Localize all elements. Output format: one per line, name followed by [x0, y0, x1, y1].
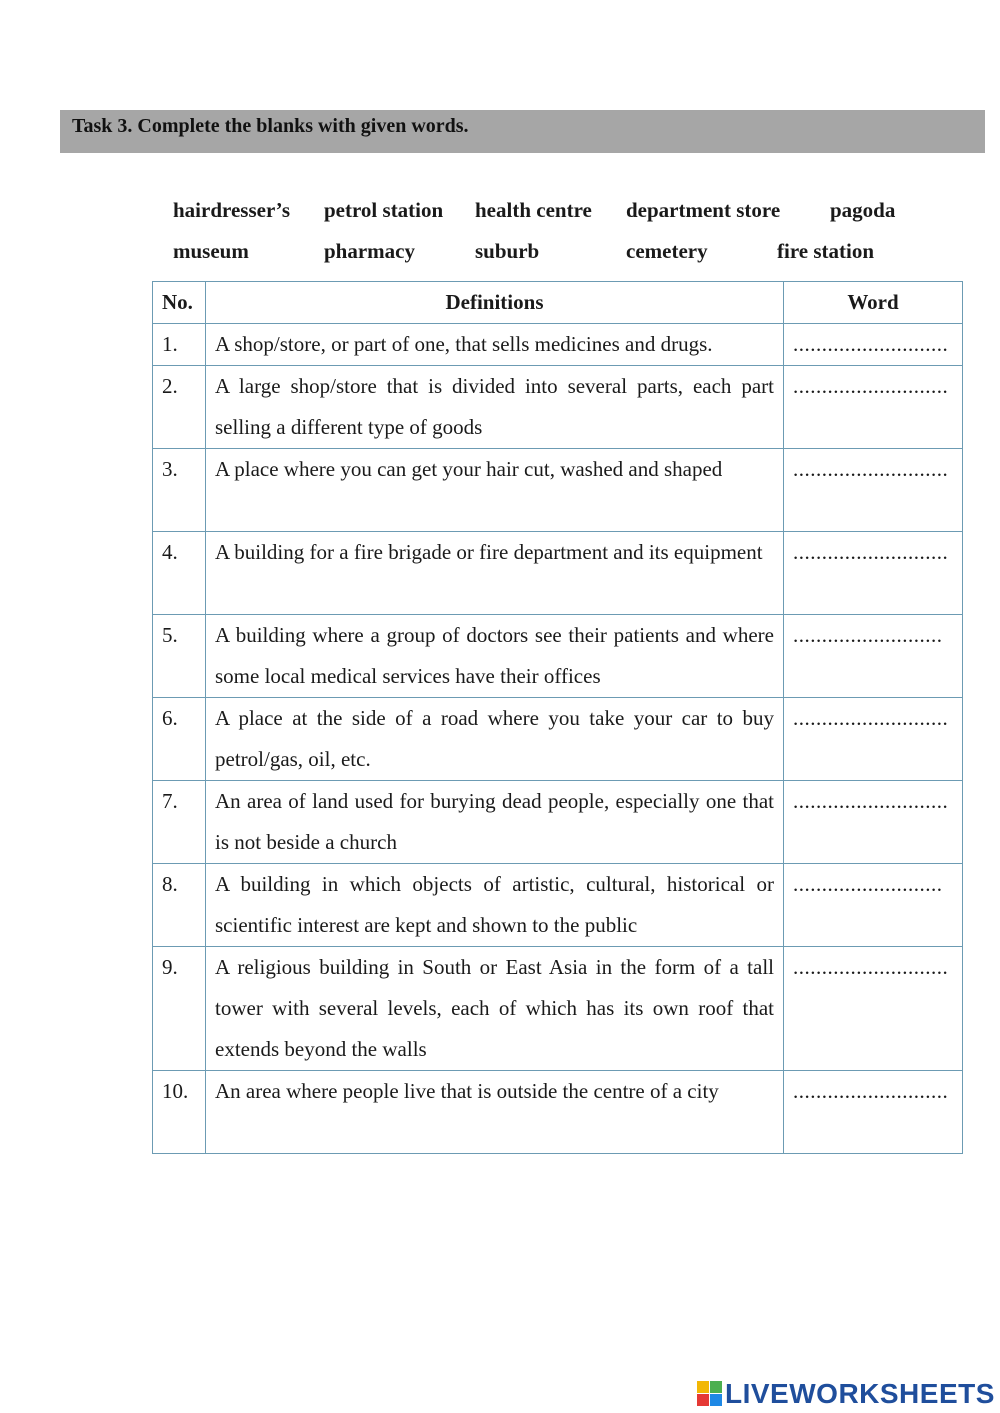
answer-blank-dots: ..........................: [793, 872, 943, 896]
table-row: [153, 947, 963, 1071]
word-bank-item: pharmacy: [324, 239, 415, 263]
word-bank: [173, 198, 953, 280]
row-definition: A building where a group of doctors see their patients and where some local medical services have their offices: [206, 615, 784, 698]
word-bank-item: petrol station: [324, 198, 444, 222]
word-bank-item: health centre: [475, 198, 592, 222]
answer-blank[interactable]: [784, 615, 963, 698]
answer-blank-dots: ...........................: [793, 332, 949, 356]
liveworksheets-logo: [697, 1378, 995, 1410]
row-definition: A large shop/store that is divided into several parts, each part selling a different type of goods: [206, 366, 784, 449]
logo-text: LIVEWORKSHEETS: [725, 1378, 995, 1409]
answer-blank[interactable]: [784, 781, 963, 864]
answer-blank-dots: ...........................: [793, 457, 949, 481]
row-definition: A religious building in South or East Asia in the form of a tall tower with several levels, each of which has its own roof that extends beyond the walls: [206, 947, 784, 1071]
answer-blank-dots: ...........................: [793, 789, 949, 813]
table-row: [153, 615, 963, 698]
answer-blank[interactable]: [784, 449, 963, 532]
logo-mark-square: [710, 1394, 722, 1406]
logo-mark-icon: [697, 1381, 723, 1407]
row-definition: A place at the side of a road where you take your car to buy petrol/gas, oil, etc.: [206, 698, 784, 781]
table-row: [153, 324, 963, 366]
row-number: 10.: [153, 1071, 206, 1154]
word-bank-row-2: [173, 239, 953, 280]
header-no: No.: [153, 282, 206, 324]
answer-blank-dots: ...........................: [793, 706, 949, 730]
row-number: 1.: [153, 324, 206, 366]
header-definitions: Definitions: [206, 282, 784, 324]
word-bank-item: fire station: [777, 239, 875, 263]
header-word: Word: [784, 282, 963, 324]
table-row: [153, 781, 963, 864]
word-bank-item: hairdresser’s: [173, 198, 291, 222]
answer-blank-dots: ..........................: [793, 623, 943, 647]
answer-blank[interactable]: [784, 698, 963, 781]
row-definition: A building in which objects of artistic, cultural, historical or scientific interest are kept and shown to the public: [206, 864, 784, 947]
word-bank-item: museum: [173, 239, 249, 263]
task-title: Task 3. Complete the blanks with given words.: [72, 115, 469, 137]
word-bank-item: department store: [626, 198, 781, 222]
row-definition: A shop/store, or part of one, that sells medicines and drugs.: [206, 324, 784, 366]
answer-blank[interactable]: [784, 1071, 963, 1154]
answer-blank[interactable]: [784, 324, 963, 366]
row-definition: An area of land used for burying dead people, especially one that is not beside a church: [206, 781, 784, 864]
row-number: 4.: [153, 532, 206, 615]
answer-blank[interactable]: [784, 532, 963, 615]
answer-blank-dots: ...........................: [793, 540, 949, 564]
answer-blank[interactable]: [784, 366, 963, 449]
row-number: 8.: [153, 864, 206, 947]
word-bank-row-1: [173, 198, 953, 239]
table-row: [153, 698, 963, 781]
logo-mark-square: [710, 1381, 722, 1393]
row-number: 2.: [153, 366, 206, 449]
row-definition: A building for a fire brigade or fire department and its equipment: [206, 532, 784, 615]
word-bank-item: cemetery: [626, 239, 708, 263]
row-number: 7.: [153, 781, 206, 864]
logo-mark-square: [697, 1381, 709, 1393]
answer-blank-dots: ...........................: [793, 1079, 949, 1103]
logo-mark-square: [697, 1394, 709, 1406]
row-number: 9.: [153, 947, 206, 1071]
table-row: [153, 532, 963, 615]
task-header-bar: [60, 110, 985, 153]
table-header-row: [153, 282, 963, 324]
table-row: [153, 864, 963, 947]
table-row: [153, 1071, 963, 1154]
answer-blank[interactable]: [784, 947, 963, 1071]
row-definition: A place where you can get your hair cut, washed and shaped: [206, 449, 784, 532]
word-bank-item: suburb: [475, 239, 540, 263]
table-row: [153, 366, 963, 449]
answer-blank-dots: ...........................: [793, 374, 949, 398]
answer-blank[interactable]: [784, 864, 963, 947]
row-number: 6.: [153, 698, 206, 781]
answer-blank-dots: ...........................: [793, 955, 949, 979]
definitions-table: [152, 281, 963, 1154]
row-definition: An area where people live that is outside the centre of a city: [206, 1071, 784, 1154]
row-number: 3.: [153, 449, 206, 532]
row-number: 5.: [153, 615, 206, 698]
table-row: [153, 449, 963, 532]
word-bank-item: pagoda: [830, 198, 896, 222]
